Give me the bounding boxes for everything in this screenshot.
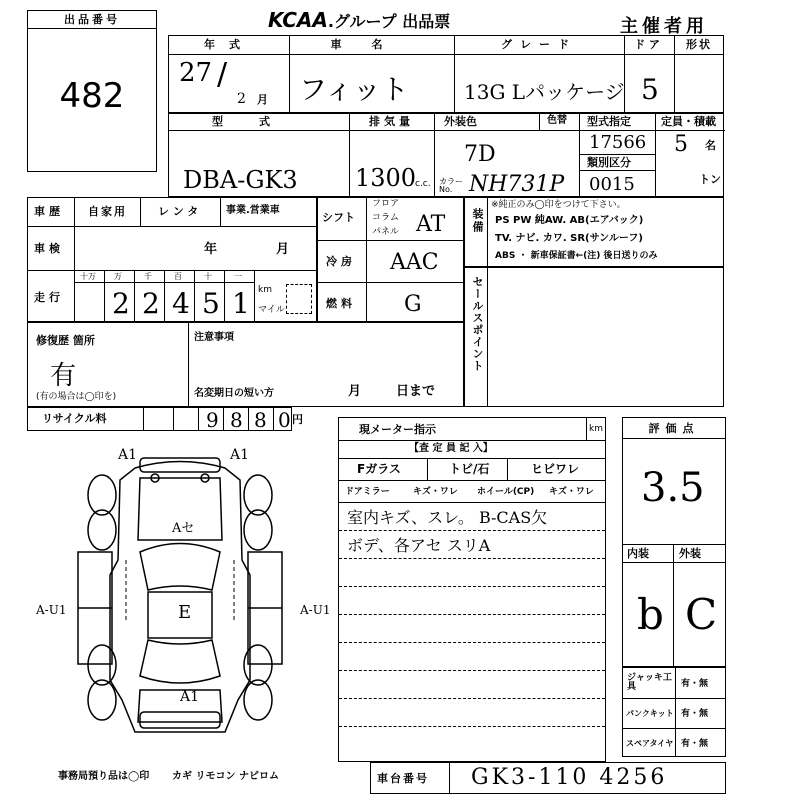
lot-number-label: 出品番号 [28, 11, 156, 29]
mileage-digit-3: 4 [172, 287, 190, 320]
tool-spare-value[interactable]: 有・無 [681, 739, 709, 749]
form-title [268, 8, 450, 32]
tool-puncture-value[interactable]: 有・無 [681, 709, 709, 719]
exterior-color-label: 外装色 [444, 115, 477, 128]
shift-column[interactable]: コラム [372, 213, 399, 223]
fuel-label: 燃料 [326, 297, 356, 310]
recycle-yen: 円 [292, 413, 303, 426]
score-label: 評価点 [648, 422, 700, 435]
mileage-label: 走行 [34, 291, 64, 304]
shift-table [317, 197, 464, 322]
lot-number: 482 [59, 76, 125, 116]
recycle-label: リサイクル料 [42, 412, 107, 425]
lot-number-box [27, 10, 157, 172]
meter-km: km [589, 424, 603, 434]
shift-label: シフト [322, 211, 355, 224]
inspection-item-mirror-damage[interactable]: キズ・ワレ [413, 487, 458, 497]
shape-label: 形状 [686, 38, 712, 51]
office-items: カギ リモコン ナビロム [172, 771, 279, 782]
month-unit: 月 [257, 93, 268, 106]
digit-label-100: 百 [174, 272, 182, 281]
equipment-line-3: ABS ・ 新車保証書←(注) 後日送りのみ [495, 251, 658, 261]
inspection-note-1: 室内キズ、スレ。 B-CAS欠 [347, 508, 548, 527]
chassis-label: 車台番号 [377, 772, 429, 785]
displacement-label: 排気量 [369, 115, 414, 128]
row2-table [168, 113, 724, 197]
brand-logo: KCAA [268, 8, 328, 32]
digit-label-1: 一 [234, 272, 242, 281]
ton-unit: トン [699, 173, 721, 186]
repair-note: (有の場合は◯印を) [36, 392, 117, 402]
car-name: フィット [299, 73, 409, 106]
digit-label-10k: 万 [114, 272, 122, 281]
inspection-note-2: ボデ、各アセ スリA [347, 536, 491, 555]
inspection-item-fglass[interactable]: Fガラス [357, 462, 401, 476]
interior-label: 内装 [627, 547, 649, 560]
shift-panel[interactable]: パネル [372, 227, 400, 237]
grade-value: 13G Lパッケージ [464, 80, 625, 104]
cc-unit: c.c. [415, 179, 431, 189]
exterior-value: C [685, 590, 718, 639]
equipment-note: ※純正のみ◯印をつけて下さい。 [491, 200, 626, 210]
mile-checkbox[interactable] [286, 284, 312, 314]
chassis-value: GK3-110 4256 [471, 765, 668, 790]
color-value: 7D [464, 142, 496, 167]
capacity-label: 定員・積載 [661, 115, 716, 128]
model-label: 型式 [212, 115, 306, 128]
tool-jack-value[interactable]: 有・無 [681, 679, 709, 689]
name-change-day: 日まで [396, 384, 436, 399]
damage-mark-front-left: A1 [118, 447, 138, 463]
form-title-text: .グループ 出品票 [327, 12, 451, 31]
damage-mark-left-side: A-U1 [36, 603, 67, 617]
mile-label: マイル [258, 305, 285, 315]
row1-table [168, 35, 724, 113]
equipment-line-2: TV. ナビ. カワ. SR(サンルーフ) [495, 233, 643, 244]
sales-point-box [464, 267, 724, 407]
organizer-label: 主催者用 [620, 16, 708, 37]
year-slash: / [217, 57, 228, 92]
grade-label: グレード [501, 38, 577, 51]
fuel-value: G [404, 292, 422, 317]
name-change-month: 月 [348, 384, 362, 399]
damage-mark-front-right: A1 [230, 447, 250, 463]
history-option-rental[interactable]: レンタ [158, 205, 203, 218]
tool-jack-label: ジャッキ工具 [627, 673, 672, 692]
month-value: 2 [237, 91, 246, 107]
inspection-item-wheel-damage[interactable]: キズ・ワレ [549, 487, 594, 497]
digit-label-10: 十 [204, 272, 212, 281]
digit-label-1k: 千 [144, 272, 152, 281]
shaken-month: 月 [276, 242, 290, 257]
equipment-table [464, 197, 724, 267]
km-label: km [258, 285, 272, 295]
equipment-label: 装備 [471, 208, 484, 234]
inspection-item-crack[interactable]: ヒビワレ [531, 462, 580, 476]
recycle-digit-4: 0 [278, 408, 291, 432]
history-table [27, 197, 317, 322]
shaken-year: 年 [204, 242, 218, 257]
tool-puncture-label: パンクキット [626, 709, 674, 718]
damage-mark-windshield: Aセ [172, 521, 195, 536]
doors-label: ドア [634, 38, 664, 51]
damage-mark-right-side: A-U1 [300, 603, 331, 617]
car-name-label: 車名 [330, 38, 413, 51]
damage-mark-roof: E [178, 602, 192, 623]
color-no-value: NH731P [469, 172, 565, 197]
fixed-no-label: 型式指定 [587, 115, 631, 128]
name-change-label: 名変期日の短い方 [194, 388, 274, 399]
notice-label: 注意事項 [194, 332, 234, 343]
history-label: 車歴 [34, 205, 64, 218]
damage-mark-rear: A1 [180, 689, 200, 705]
exterior-label: 外装 [679, 547, 701, 560]
shift-floor[interactable]: フロア [372, 199, 400, 209]
doors-value: 5 [641, 73, 659, 106]
color-change-label: 色替 [547, 115, 567, 126]
class-label: 類別区分 [587, 156, 631, 169]
score-value: 3.5 [641, 465, 705, 511]
shaken-label: 車検 [34, 242, 64, 255]
recycle-digit-2: 8 [230, 408, 243, 432]
inspection-table [338, 417, 606, 762]
inspection-item-chip[interactable]: トビ/石 [449, 462, 490, 476]
chassis-table [370, 762, 726, 794]
tools-table [622, 667, 726, 757]
ac-label: 冷房 [326, 255, 356, 268]
shift-value: AT [416, 212, 446, 237]
repair-label: 修復歴 箇所 [36, 334, 95, 347]
mileage-digit-1: 2 [112, 287, 130, 320]
history-option-private[interactable]: 自家用 [88, 205, 127, 218]
mileage-digit-2: 2 [142, 287, 160, 320]
history-option-business[interactable]: 事業.営業車 [226, 205, 280, 216]
tool-spare-label: スペアタイヤ [626, 739, 674, 748]
recycle-digit-1: 9 [206, 408, 219, 432]
inspector-label: 【査 定 員 記 入】 [409, 443, 493, 454]
year-label: 年式 [204, 38, 254, 51]
inspection-item-mirror[interactable]: ドアミラー [345, 487, 390, 497]
model-value: DBA-GK3 [183, 166, 298, 194]
digit-label-100k: 十万 [80, 272, 96, 281]
mileage-digit-5: 1 [232, 287, 250, 320]
displacement-value: 1300 [355, 164, 417, 192]
recycle-digit-3: 8 [254, 408, 267, 432]
equipment-line-1: PS PW 純AW. AB(エアバック) [495, 215, 644, 226]
sales-point-label: セールスポイント [471, 276, 484, 372]
repair-table [27, 322, 464, 407]
interior-value: b [637, 590, 664, 639]
type-no-value: 17566 [589, 132, 647, 153]
recycle-table [27, 407, 303, 432]
repair-value: 有 [50, 361, 77, 391]
office-note: 事務局預り品は◯印 [58, 771, 150, 782]
ac-value: AAC [390, 250, 439, 275]
year-value: 27 [179, 58, 213, 88]
class-no-value: 0015 [589, 174, 635, 195]
color-no-label: カラー No. [439, 177, 463, 194]
mileage-digit-4: 5 [202, 287, 220, 320]
score-table [622, 417, 726, 667]
capacity-unit: 名 [705, 139, 716, 152]
inspection-item-wheel[interactable]: ホイール(CP) [477, 487, 535, 497]
capacity-value: 5 [674, 132, 688, 157]
meter-label: 現メーター指示 [359, 423, 436, 436]
